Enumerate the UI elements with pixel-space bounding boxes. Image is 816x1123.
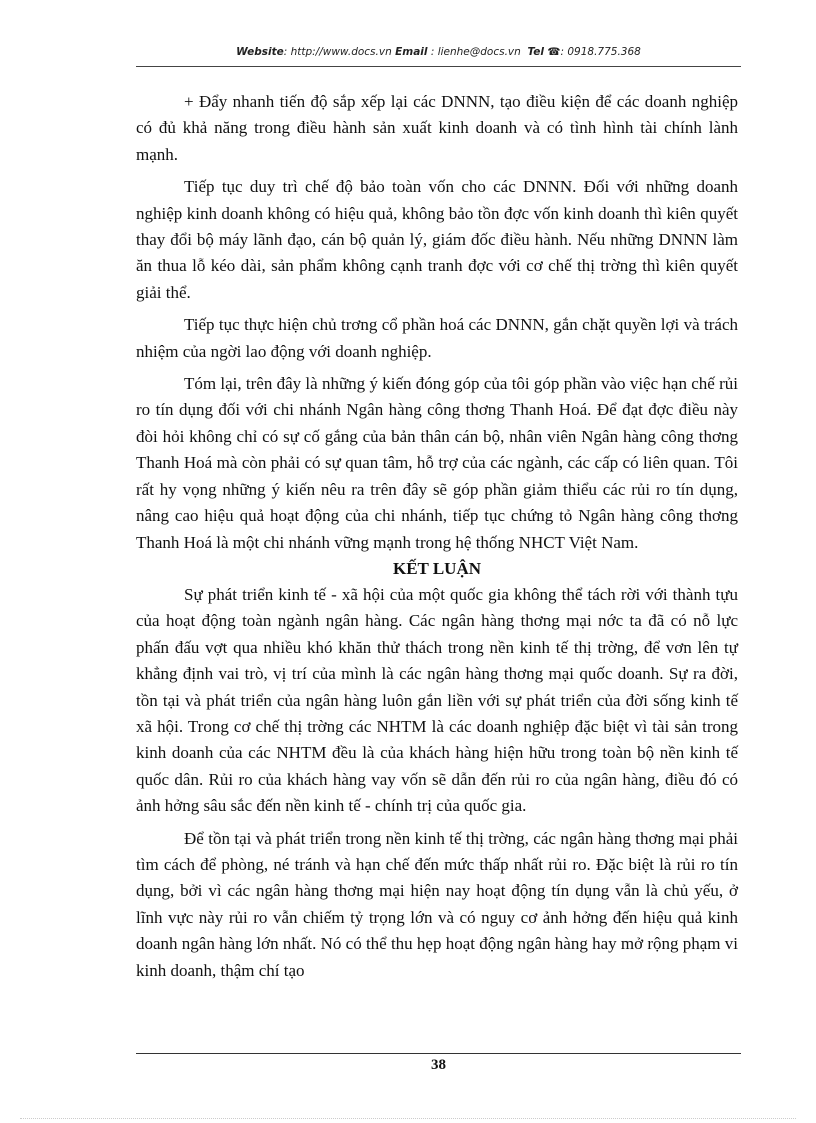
paragraph-3: Tiếp tục thực hiện chủ trơng cổ phần hoá các DNNN, gắn chặt quyền lợi và trách nhiệm của ngời lao động với doanh nghiệp. [136, 315, 738, 361]
phone-icon: ☎ [547, 46, 561, 58]
tel-value: : 0918.775.368 [560, 46, 641, 58]
email-value[interactable]: : lienhe@docs.vn [427, 46, 521, 58]
paragraph-1: + Đẩy nhanh tiến độ sắp xếp lại các DNNN, tạo điều kiện để các doanh nghiệp có đủ khả năng trong điều hành sản xuất kinh doanh và có tình hình tài chính lành mạnh. [136, 92, 738, 164]
section-heading: KẾT LUẬN [392, 558, 481, 578]
header-divider [136, 66, 741, 67]
email-label: Email [395, 46, 428, 58]
document-body [136, 89, 738, 990]
page-header [136, 46, 741, 58]
website-url[interactable]: : http://www.docs.vn [283, 46, 392, 58]
website-label: Website [236, 46, 284, 58]
paragraph-2: Tiếp tục duy trì chế độ bảo toàn vốn cho các DNNN. Đối với những doanh nghiệp kinh doanh không có hiệu quả, không bảo tồn đợc vốn kinh doanh thì kiên quyết thay đổi bộ máy lãnh đạo, cán bộ quản lý, giám đốc điều hành. Nếu những DNNN làm ăn thua lỗ kéo dài, sản phẩm không cạnh tranh đợc với cơ chế thị trờng thì kiên quyết giải thể. [136, 177, 738, 302]
page-number: 38 [431, 1057, 446, 1073]
footer-divider [136, 1053, 741, 1054]
page-edge-dots [20, 1118, 796, 1119]
conclusion-paragraph-1: Sự phát triển kinh tế - xã hội của một quốc gia không thể tách rời với thành tựu của hoạt động toàn ngành ngân hàng. Các ngân hàng thơng mại nớc ta đã có nỗ lực phấn đấu vợt qua nhiều khó khăn thử thách trong nền kinh tế thị trờng, để vơn lên tự khẳng định vai trò, vị trí của mình là các ngân hàng thơng mại quốc doanh. Sự ra đời, tồn tại và phát triển của ngân hàng luôn gắn liền với sự phát triển của đời sống kinh tế xã hội. Trong cơ chế thị trờng các NHTM là các doanh nghiệp đặc biệt vì tài sản trong kinh doanh của các NHTM đều là của khách hàng hiện hữu trong toàn bộ nền kinh tế quốc dân. Rủi ro của khách hàng vay vốn sẽ dẫn đến rủi ro của ngân hàng, điều đó có ảnh hởng sâu sắc đến nền kinh tế - chính trị của quốc gia. [136, 584, 738, 816]
conclusion-paragraph-2: Để tồn tại và phát triển trong nền kinh tế thị trờng, các ngân hàng thơng mại phải tìm cách để phòng, né tránh và hạn chế đến mức thấp nhất rủi ro. Đặc biệt là rủi ro tín dụng, bởi vì các ngân hàng thơng mại hiện nay hoạt động tín dụng vẫn là chủ yếu, ở lĩnh vực này rủi ro vẫn chiếm tỷ trọng lớn và có nguy cơ ảnh hởng đến hiệu quả kinh doanh ngân hàng lớn nhất. Nó có thể thu hẹp hoạt động ngân hàng hay mở rộng phạm vi kinh doanh, thậm chí tạo [136, 828, 738, 980]
paragraph-4: Tóm lại, trên đây là những ý kiến đóng góp của tôi góp phần vào việc hạn chế rủi ro tín dụng đối với chi nhánh Ngân hàng công thơng Thanh Hoá. Để đạt đợc điều này đòi hỏi không chỉ có sự cố gắng của bản thân cán bộ, nhân viên Ngân hàng công thơng Thanh Hoá mà còn phải có sự quan tâm, hỗ trợ của các ngành, các cấp có liên quan. Tôi rất hy vọng những ý kiến nêu ra trên đây sẽ góp phần giảm thiểu các rủi ro tín dụng, nâng cao hiệu quả hoạt động của chi nhánh, tiếp tục chứng tỏ Ngân hàng công thơng Thanh Hoá là một chi nhánh vững mạnh trong hệ thống NHCT Việt Nam. [136, 374, 738, 552]
tel-label: Tel [527, 46, 545, 58]
